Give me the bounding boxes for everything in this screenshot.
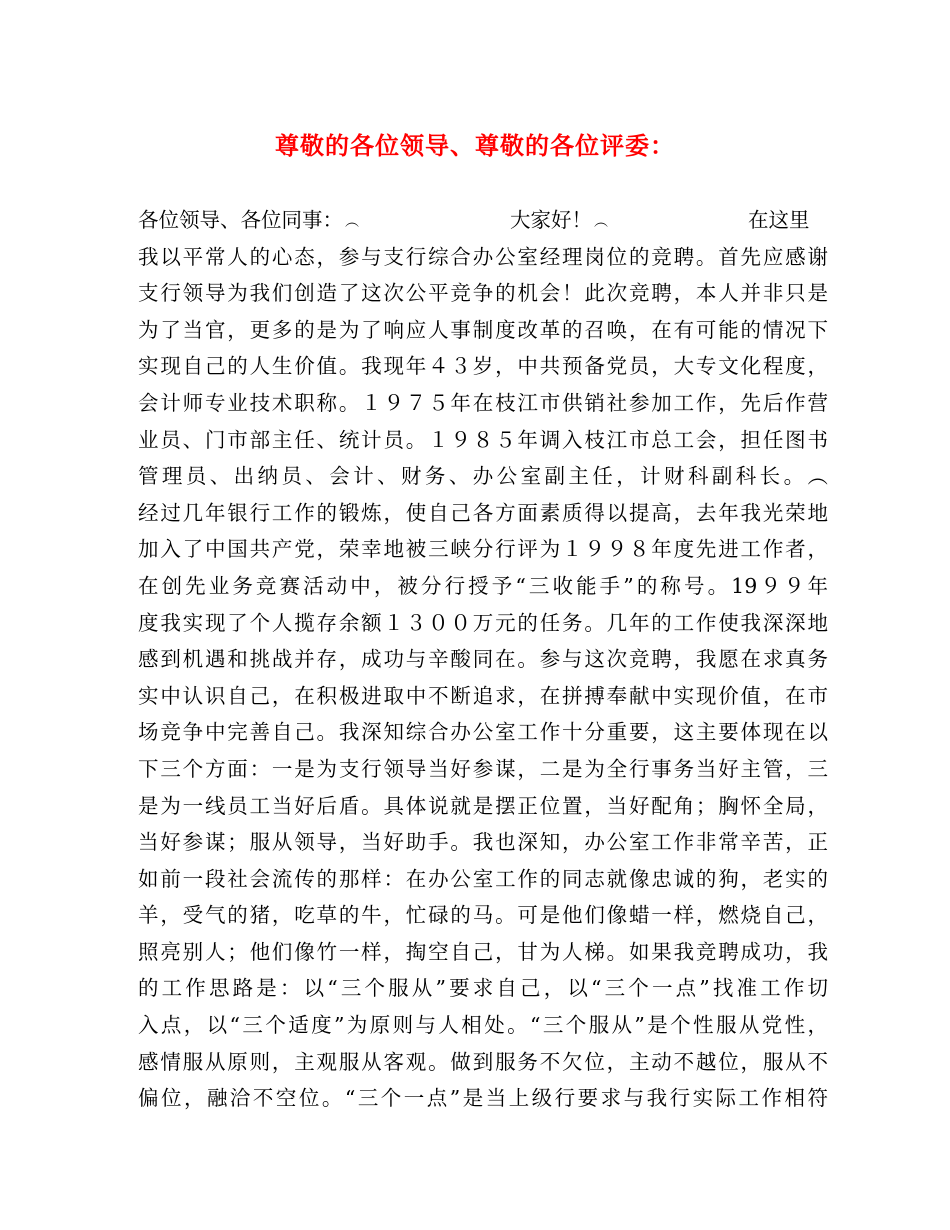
paragraph-line: 实现自己的人生价值。我现年４３岁，中共预备党员，大专文化程度， (138, 354, 828, 379)
greeting-part-2 (510, 202, 608, 239)
paragraph-line: 感情服从原则，主观服从客观。做到服务不欠位，主动不越位，服从不 (138, 1049, 828, 1074)
paragraph-line: 偏位，融洽不空位。“三个一点”是当上级行要求与我行实际工作相符 (138, 1086, 828, 1111)
paragraph-line: 如前一段社会流传的那样：在办公室工作的同志就像忠诚的狗，老实的 (138, 866, 828, 891)
greeting-part-3: 在这里 (748, 208, 810, 232)
paragraph-line: 业员、门市部主任、统计员。１９８５年调入枝江市总工会，担任图书 (138, 427, 828, 452)
greeting-text-1: 各位领导、各位同事： (138, 208, 343, 232)
greeting-part-1 (138, 202, 359, 239)
paragraph-line: 的工作思路是：以“三个服从”要求自己，以“三个一点”找准工作切 (138, 976, 828, 1001)
paragraph-line: 我以平常人的心态，参与支行综合办公室经理岗位的竞聘。首先应感谢 (138, 244, 828, 269)
document-title: 尊敬的各位领导、尊敬的各位评委： (275, 131, 675, 160)
paragraph-line: 在创先业务竞赛活动中，被分行授予“三收能手”的称号。19９９年 (138, 573, 828, 598)
paragraph-line: 管理员、出纳员、会计、财务、办公室副主任，计财科副科长。︵ (138, 464, 828, 489)
paragraph-line: 场竞争中完善自己。我深知综合办公室工作十分重要，这主要体现在以 (138, 720, 828, 745)
paragraph-line: 会计师专业技术职称。１９７５年在枝江市供销社参加工作，先后作营 (138, 390, 828, 415)
paragraph-line: 为了当官，更多的是为了响应人事制度改革的召唤，在有可能的情况下 (138, 317, 828, 342)
greeting-line (138, 202, 828, 239)
paragraph-line: 下三个方面：一是为支行领导当好参谋，二是为全行事务当好主管，三 (138, 756, 828, 781)
greeting-text-2: 大家好！ (510, 208, 592, 232)
paragraph-line: 实中认识自己，在积极进取中不断追求，在拼搏奉献中实现价值，在市 (138, 683, 828, 708)
paragraph-line: 是为一线员工当好后盾。具体说就是摆正位置，当好配角；胸怀全局， (138, 793, 828, 818)
paragraph-line: 经过几年银行工作的锻炼，使自己各方面素质得以提高，去年我光荣地 (138, 500, 828, 525)
paragraph-line: 入点，以“三个适度”为原则与人相处。“三个服从”是个性服从党性， (138, 1013, 828, 1038)
paragraph-line: 当好参谋；服从领导，当好助手。我也深知，办公室工作非常辛苦，正 (138, 830, 828, 855)
paragraph-line: 照亮别人；他们像竹一样，掏空自己，甘为人梯。如果我竞聘成功，我 (138, 939, 828, 964)
document-body (138, 202, 828, 1117)
paragraph-line: 支行领导为我们创造了这次公平竞争的机会！此次竞聘，本人并非只是 (138, 281, 828, 306)
paragraph-line: 度我实现了个人揽存余额１３００万元的任务。几年的工作使我深深地 (138, 610, 828, 635)
paragraph-line: 加入了中国共产党，荣幸地被三峡分行评为１９９８年度先进工作者， (138, 537, 828, 562)
bracket-mark-icon: ︵ (345, 213, 359, 230)
paragraph-line: 羊，受气的猪，吃草的牛，忙碌的马。可是他们像蜡一样，燃烧自己， (138, 903, 828, 928)
paragraph-line: 感到机遇和挑战并存，成功与辛酸同在。参与这次竞聘，我愿在求真务 (138, 647, 828, 672)
bracket-mark-icon: ︵ (594, 213, 608, 230)
